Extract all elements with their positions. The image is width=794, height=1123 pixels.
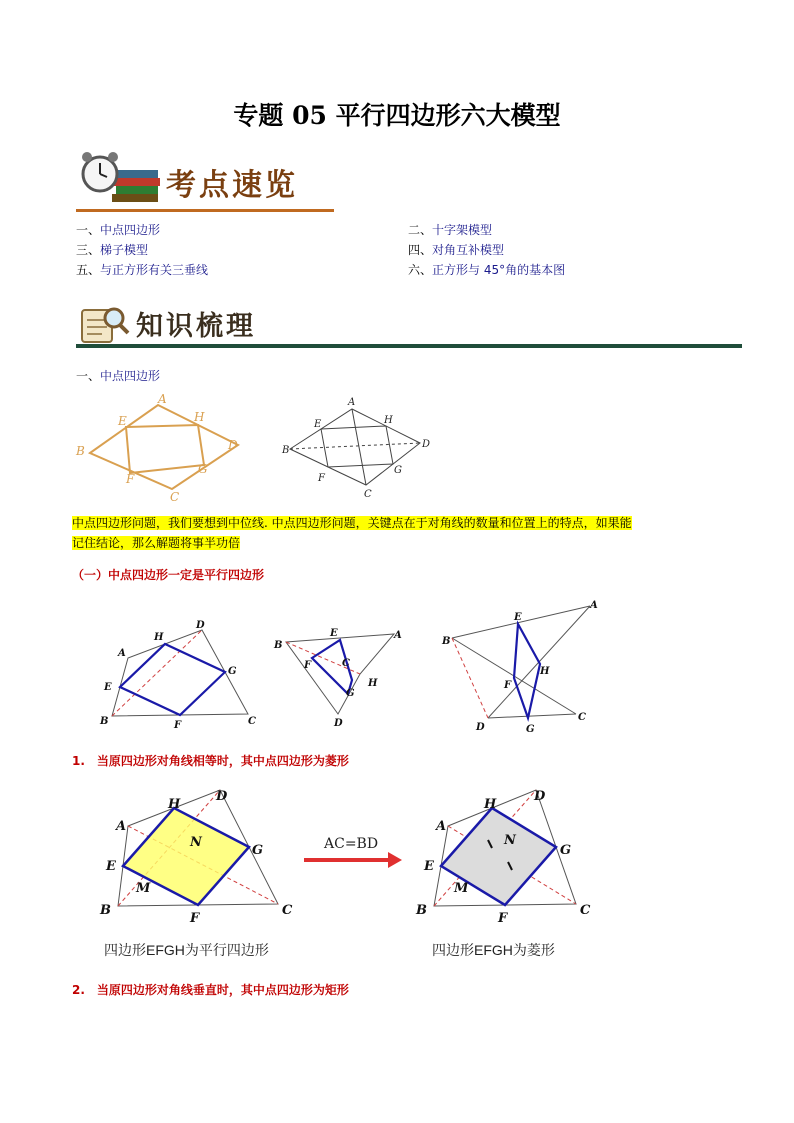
point-label-g: G	[346, 688, 355, 699]
alarm-clock-books-icon	[76, 148, 166, 208]
point-label-m: M	[136, 881, 151, 896]
point-label-a: A	[118, 648, 126, 659]
printed-label-b: B	[282, 445, 290, 456]
banner-kaodian	[76, 148, 334, 214]
point-label-b: B	[442, 636, 451, 647]
point-label-b: B	[416, 903, 427, 918]
point-label-a: A	[116, 819, 127, 834]
point-label-d: D	[216, 789, 228, 804]
point-label-a: A	[394, 630, 402, 641]
sketch-label-f: F	[126, 472, 135, 486]
diagram-convex	[99, 620, 256, 731]
banner-kaodian-underline	[76, 209, 334, 212]
point-label-d: D	[476, 722, 485, 733]
highlight-paragraph	[72, 513, 732, 553]
banner-kaodian-text: 考点速览	[166, 168, 298, 203]
diagram-crossed	[441, 600, 598, 735]
sub-heading-1: （一）中点四边形一定是平行四边形	[72, 568, 265, 582]
point-label-d: D	[334, 718, 343, 729]
point-label-g: G	[228, 666, 237, 677]
point-label-n: N	[504, 833, 516, 848]
printed-label-a: A	[348, 397, 356, 408]
printed-label-e: E	[314, 419, 322, 430]
point-label-b: B	[100, 903, 111, 918]
point-label-c: C	[282, 903, 293, 918]
point-label-m: M	[454, 881, 469, 896]
highlight-line-2: 记住结论，那么解题将事半功倍	[72, 536, 241, 550]
point-label-e: E	[424, 859, 434, 874]
point-label-d: D	[534, 789, 546, 804]
figure-rhombus-comparison	[90, 780, 610, 960]
section1-heading: 一、中点四边形	[76, 369, 161, 383]
point-label-h: H	[484, 797, 497, 812]
point-label-e: E	[514, 612, 522, 623]
point-label-e: E	[330, 628, 338, 639]
point-label-c: C	[578, 712, 586, 723]
diagram-rhombus	[415, 789, 591, 926]
figure-midpoint-sketch	[70, 393, 250, 501]
point-label-f: F	[174, 720, 182, 731]
toc-item-4[interactable]: 四、对角互补模型	[408, 243, 505, 257]
point-label-f: F	[190, 911, 200, 926]
sketch-label-h: H	[194, 410, 205, 424]
figure-parallelogram-row	[90, 600, 630, 740]
diagram-parallelogram	[99, 789, 293, 926]
page-title: 专题 05 平行四边形六大模型	[233, 101, 561, 130]
caption-right: 四边形EFGH为菱形	[432, 942, 555, 958]
toc-item-2[interactable]: 二、十字架模型	[408, 223, 493, 237]
sketch-label-e: E	[118, 414, 127, 428]
printed-label-h: H	[384, 415, 393, 426]
sketch-label-b: B	[76, 444, 85, 458]
point-label-c: C	[248, 716, 256, 727]
point-label-h: H	[368, 678, 378, 689]
item-1: 1. 当原四边形对角线相等时，其中点四边形为菱形	[72, 754, 349, 768]
notepad-magnifier-icon	[76, 302, 132, 346]
point-label-e: E	[104, 682, 112, 693]
point-label-e: E	[106, 859, 116, 874]
printed-label-c: C	[364, 489, 372, 500]
arrow-label: AC=BD	[324, 836, 379, 852]
diagram-concave	[273, 628, 402, 729]
point-label-f: F	[504, 680, 512, 691]
point-label-f: F	[498, 911, 508, 926]
sketch-label-c: C	[170, 490, 180, 501]
point-label-n: N	[190, 835, 202, 850]
point-label-a: A	[590, 600, 598, 611]
point-label-a: A	[436, 819, 447, 834]
highlight-line-1: 中点四边形问题，我们要想到中位线. 中点四边形问题，关键点在于对角线的数量和位置上的特点，如果能	[72, 516, 632, 530]
point-label-f: F	[304, 660, 312, 671]
point-label-b: B	[274, 640, 283, 651]
point-label-d: D	[196, 620, 205, 631]
printed-label-f: F	[318, 473, 325, 484]
point-label-g: G	[560, 843, 572, 858]
toc-item-5[interactable]: 五、与正方形有关三垂线	[76, 263, 209, 277]
figure-midpoint-printed	[280, 393, 450, 503]
point-label-h: H	[154, 632, 164, 643]
banner-zhishi-underline	[76, 344, 742, 348]
caption-left: 四边形EFGH为平行四边形	[104, 942, 269, 958]
printed-label-g: G	[394, 465, 402, 476]
point-label-g: G	[526, 724, 535, 735]
toc-item-1[interactable]: 一、中点四边形	[76, 223, 161, 237]
point-label-c: C	[580, 903, 591, 918]
banner-zhishi-text: 知识梳理	[136, 311, 256, 342]
item-2: 2. 当原四边形对角线垂直时，其中点四边形为矩形	[72, 983, 349, 997]
point-label-b: B	[100, 716, 109, 727]
banner-zhishi	[76, 300, 742, 350]
sketch-label-d: D	[228, 438, 238, 452]
toc-item-3[interactable]: 三、梯子模型	[76, 243, 149, 257]
printed-label-d: D	[422, 439, 431, 450]
point-label-h: H	[540, 666, 550, 677]
point-label-g: G	[252, 843, 264, 858]
point-label-h: H	[168, 797, 181, 812]
sketch-label-g: G	[198, 462, 208, 476]
toc-item-6[interactable]: 六、正方形与 45°角的基本图	[408, 263, 566, 277]
arrow-right-icon	[304, 852, 402, 868]
point-label-c: C	[342, 658, 350, 669]
sketch-label-a: A	[158, 393, 167, 406]
